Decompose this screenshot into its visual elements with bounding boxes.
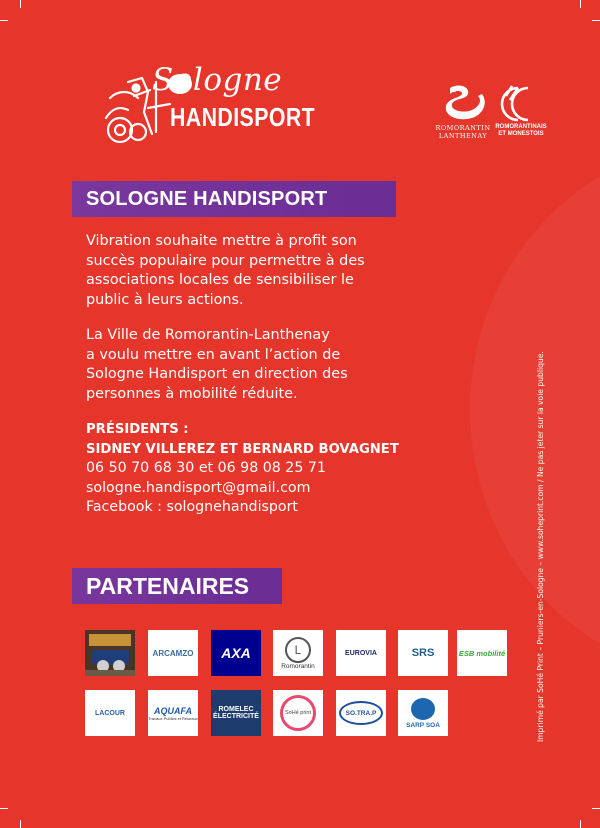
partner-esb-label: ESB mobilité (458, 648, 506, 658)
partner-logo-sohe (273, 690, 323, 736)
city-paragraph: La Ville de Romorantin-Lanthenay a voulu mettre en avant l’action de Sologne Handisport en direction des personnes à mobilité réduite. (86, 327, 348, 402)
partner-logo-esb (457, 630, 507, 676)
crop-mark (0, 808, 8, 809)
crop-mark (580, 0, 581, 8)
logo-sologne-text: Sologne (152, 62, 283, 98)
partner-romelec-label: ROMELEC ÉLECTRICITÉ (213, 706, 259, 720)
partner-aquafa-label: AQUAFA (154, 705, 192, 716)
partner-photo-image (85, 630, 135, 676)
partner-eurovia-label: EUROVIA (345, 649, 377, 657)
partner-sotrap-label: SO.TRA.P (345, 709, 377, 717)
section-banner-partners (0, 568, 282, 604)
partner-logo-axa (211, 630, 261, 676)
cc-swirl-icon (498, 84, 544, 124)
sarp-circle-icon (411, 698, 435, 720)
partner-logo-sarp (398, 690, 448, 736)
partner-logo-photo (85, 630, 135, 676)
background-circle (470, 140, 600, 680)
phone-numbers: 06 50 70 68 30 et 06 98 08 25 71 (86, 460, 326, 476)
intro-paragraph: Vibration souhaite mettre à profit son succès populaire pour permettre à des associations locales de sensibiliser le public à leurs actions. (86, 233, 365, 308)
partner-logo-romorantin (273, 630, 323, 676)
community-logo-text: ROMORANTINAIS ET MONESTOIS (495, 124, 547, 137)
partner-aquafa-sublabel: Travaux Publics et Réseaux (148, 715, 198, 721)
partner-logo-sotrap (336, 690, 386, 736)
imprint-notice: Imprimé par SoHé Print – Pruniers-en-Sologne – www.soheprint.com / Ne pas jeter sur la voie publique. (536, 351, 545, 742)
facebook-link[interactable]: Facebook : solognehandisport (86, 499, 298, 515)
partner-logo-lacour (85, 690, 135, 736)
romorantin-l-icon: L (285, 637, 311, 663)
partner-arcamzo-label: ARCAMZO (152, 648, 194, 658)
email-address[interactable]: sologne.handisport@gmail.com (86, 479, 311, 496)
crop-mark (592, 20, 600, 21)
section-title-sologne: SOLOGNE HANDISPORT (86, 188, 328, 210)
partner-logo-romelec (211, 690, 261, 736)
presidents-names: SIDNEY VILLEREZ ET BERNARD BOVAGNET (86, 441, 399, 457)
partner-logo-arcamzo (148, 630, 198, 676)
partner-sohe-label: SoHé print (285, 710, 311, 716)
romorantin-logo (428, 84, 498, 154)
crop-mark (0, 20, 8, 21)
partner-logo-eurovia (336, 630, 386, 676)
partner-axa-label: AXA (221, 645, 251, 661)
partner-logo-aquafa (148, 690, 198, 736)
partner-sarp-label: SARP SOA (406, 721, 440, 729)
presidents-label: PRÉSIDENTS : (86, 422, 189, 437)
partner-lacour-label: LACOUR (95, 709, 125, 717)
crop-mark (592, 808, 600, 809)
contact-block (86, 420, 399, 518)
community-logo (490, 84, 552, 154)
partner-srs-label: SRS (411, 647, 435, 659)
partner-logo-srs (398, 630, 448, 676)
section-banner-sologne (0, 181, 396, 217)
romorantin-logo-text: ROMORANTIN LANTHENAY (435, 124, 491, 140)
crop-mark (20, 820, 21, 828)
crop-mark (580, 820, 581, 828)
logo-handisport-text: HANDISPORT (170, 102, 316, 132)
partner-romorantin-label: Romorantin (281, 662, 315, 670)
crop-mark (20, 0, 21, 8)
salamander-icon (438, 84, 488, 124)
section-title-partners: PARTENAIRES (86, 573, 250, 599)
